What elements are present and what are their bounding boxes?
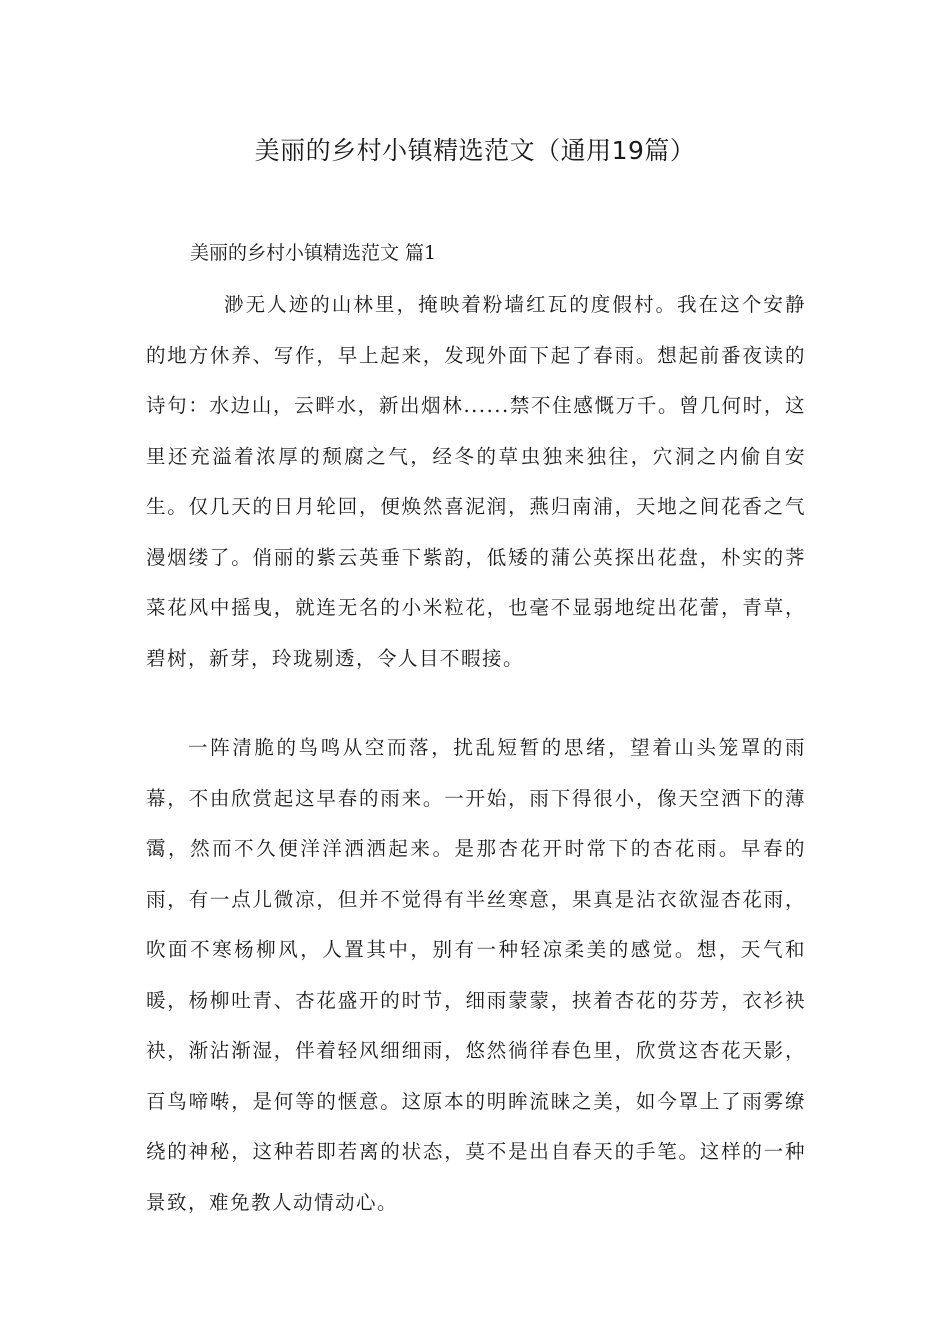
section-heading: 美丽的乡村小镇精选范文 篇1 <box>190 242 437 264</box>
document-title: 美丽的乡村小镇精选范文（通用19篇） <box>254 136 696 165</box>
body-paragraph-1: 渺无人迹的山林里，掩映着粉墙红瓦的度假村。我在这个安静的地方休养、写作，早上起来，发现外面下起了春雨。想起前番夜读的诗句：水边山，云畔水，新出烟林......禁不住感慨万千。曾几何时，这里还充溢着浓厚的颓腐之气，经冬的草虫独来独往，穴洞之内偷自安生。仅几天的日月轮回，便焕然喜泥润，燕归南浦，天地之间花香之气漫烟缕了。俏丽的紫云英垂下紫韵，低矮的蒲公英探出花盘，朴实的荠菜花风中摇曳，就连无名的小米粒花，也毫不显弱地绽出花蕾，青草，碧树，新芽，玲珑剔透，令人目不暇接。 <box>146 293 806 670</box>
body-paragraph-2: 一阵清脆的鸟鸣从空而落，扰乱短暂的思绪，望着山头笼罩的雨幕，不由欣赏起这早春的雨来。一开始，雨下得很小，像天空洒下的薄霭，然而不久便洋洋洒洒起来。是那杏花开时常下的杏花雨。早春的雨，有一点儿微凉，但并不觉得有半丝寒意，果真是沾衣欲湿杏花雨，吹面不寒杨柳风，人置其中，别有一种轻凉柔美的感觉。想，天气和暖，杨柳吐青、杏花盛开的时节，细雨蒙蒙，挟着杏花的芬芳，衣衫袂袂，渐沾渐湿，伴着轻风细细雨，悠然徜徉春色里，欣赏这杏花天影，百鸟啼啭，是何等的惬意。这原本的明眸流睐之美，如今罩上了雨雾缭绕的神秘，这种若即若离的状态，莫不是出自春天的手笔。这样的一种景致，难免教人动情动心。 <box>146 736 806 1214</box>
